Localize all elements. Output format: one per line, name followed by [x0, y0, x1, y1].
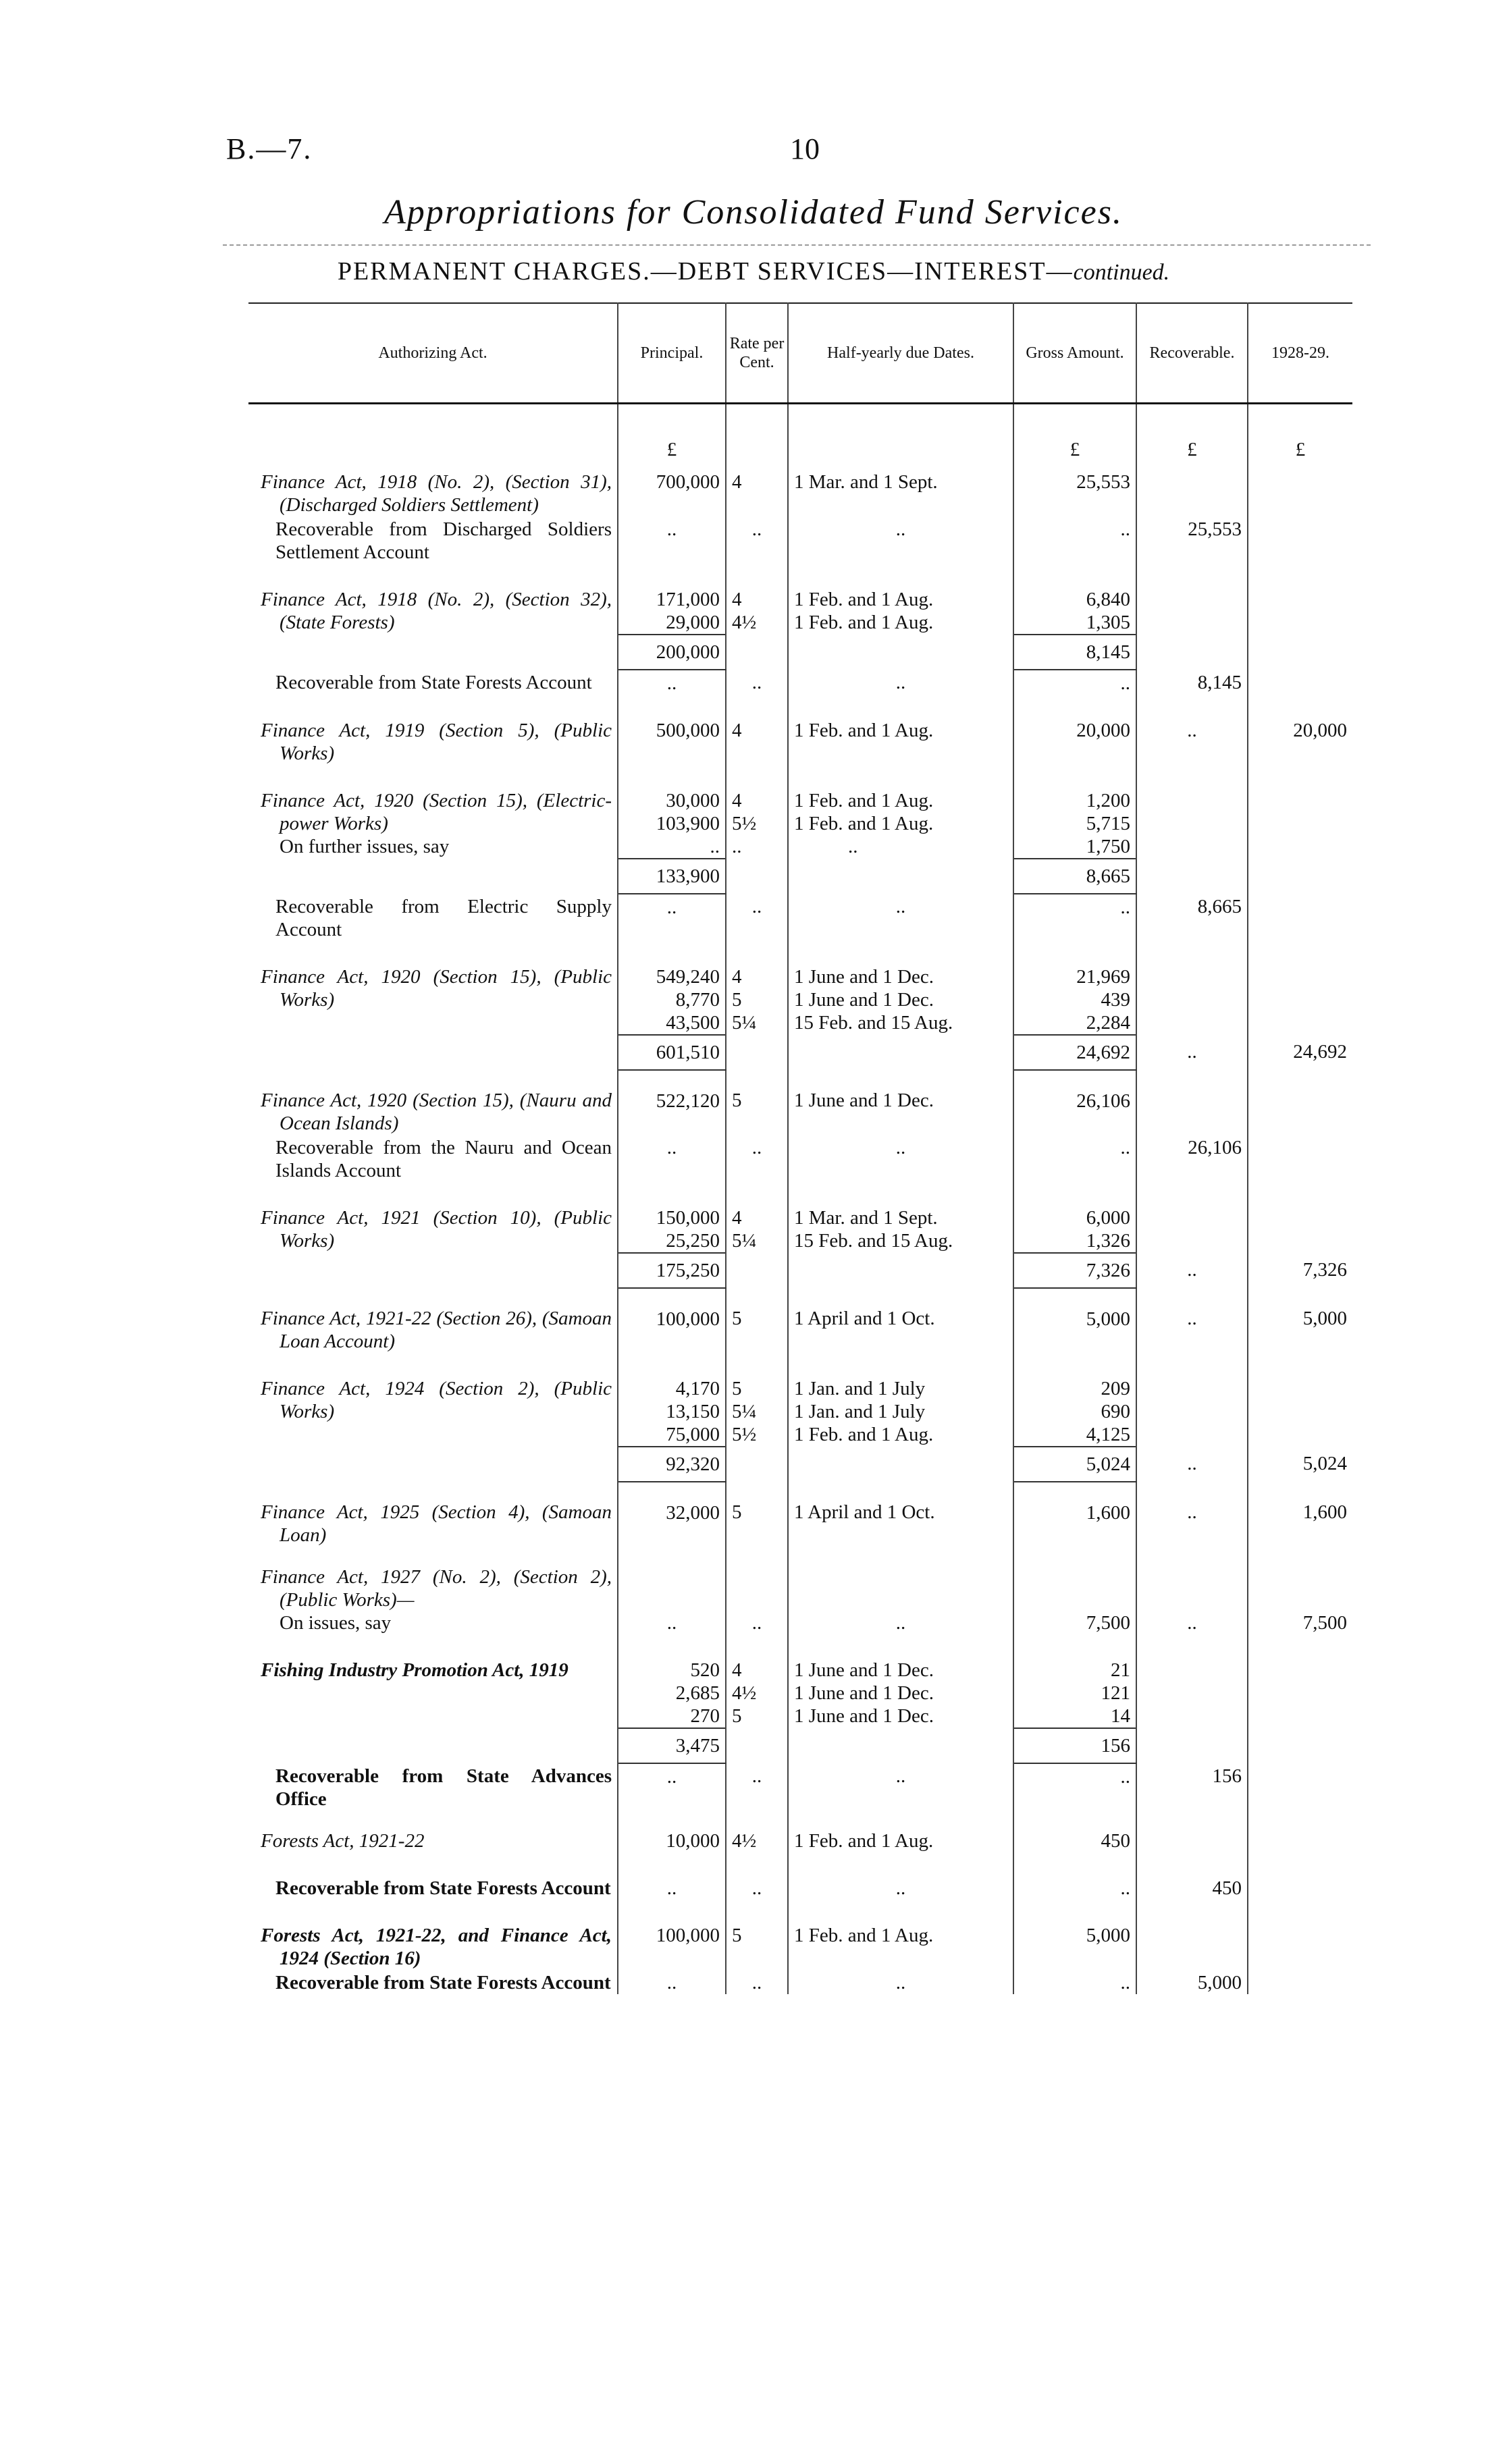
- total-gross: 5,024: [1013, 1447, 1136, 1482]
- table-row-recoverable: [248, 1852, 1352, 1900]
- dots: ..: [726, 1763, 788, 1811]
- recoverable-cell: 8,665: [1136, 894, 1248, 941]
- table-row: [248, 1182, 1352, 1253]
- act-name: Finance Act, 1920 (Section 15), (Nauru and Ocean Islands): [248, 1070, 618, 1135]
- header-year: 1928-29.: [1248, 303, 1352, 403]
- recoverable-label: Recoverable from Discharged Soldiers Settlement Account: [248, 516, 618, 564]
- dots: ..: [1136, 1253, 1248, 1288]
- rate-cell: 5: [726, 1288, 788, 1353]
- dots: ..: [726, 670, 788, 695]
- gross-cell: 5,000: [1013, 1288, 1136, 1353]
- dates-cell: 1 June and 1 Dec.: [788, 1070, 1013, 1135]
- recoverable-label: Recoverable from Electric Supply Account: [248, 894, 618, 941]
- page-subtitle: [0, 257, 1507, 286]
- header-gross: Gross Amount.: [1013, 303, 1136, 403]
- dots: ..: [1136, 1482, 1248, 1547]
- table-row: [248, 1353, 1352, 1447]
- act-name: Finance Act, 1921 (Section 10), (Public Works): [248, 1182, 618, 1253]
- gross-cell: 5,000: [1013, 1900, 1136, 1970]
- table-row: [248, 1900, 1352, 1970]
- act-name: Finance Act, 1920 (Section 15), (Public Works): [248, 941, 618, 1035]
- act-name: Finance Act, 1927 (No. 2), (Section 2), (Public Works)— On issues, say: [248, 1547, 618, 1634]
- dots: ..: [1013, 516, 1136, 564]
- total-principal: 601,510: [618, 1035, 726, 1070]
- dots: ..: [1136, 695, 1248, 765]
- dates-cell: 1 April and 1 Oct.: [788, 1482, 1013, 1547]
- rate-cell: 5: [726, 1070, 788, 1135]
- year-cell: 1,600: [1302, 1501, 1347, 1523]
- principal-cell: 4,170 13,150 75,000: [618, 1353, 726, 1447]
- recoverable-cell: 25,553: [1136, 516, 1248, 564]
- dots: ..: [1013, 1763, 1136, 1811]
- dots: ..: [618, 1970, 726, 1994]
- table-row: [248, 1634, 1352, 1728]
- gross-cell: 450: [1013, 1811, 1136, 1852]
- total-principal: 175,250: [618, 1253, 726, 1288]
- currency-row: [248, 403, 1352, 471]
- principal-cell: 100,000: [618, 1900, 726, 1970]
- act-name: Finance Act, 1924 (Section 2), (Public Works): [248, 1353, 618, 1447]
- dots: ..: [788, 516, 1013, 564]
- dots: ..: [788, 1970, 1013, 1994]
- rate-cell: 4 4½ 5: [726, 1634, 788, 1728]
- act-name: Finance Act, 1919 (Section 5), (Public Works): [248, 695, 618, 765]
- recoverable-cell: 156: [1136, 1763, 1248, 1811]
- recoverable-label: Recoverable from State Forests Account: [248, 670, 618, 695]
- recoverable-label: Recoverable from State Advances Office: [248, 1763, 618, 1811]
- header-principal: Principal.: [618, 303, 726, 403]
- act-name: Finance Act, 1921-22 (Section 26), (Samoan Loan Account): [248, 1288, 618, 1353]
- currency-principal: £: [618, 403, 726, 471]
- rate-cell: 5 5¼ 5½: [726, 1353, 788, 1447]
- dots: ..: [1013, 1852, 1136, 1900]
- year-cell: 7,326: [1302, 1258, 1347, 1281]
- dots: ..: [1136, 1547, 1248, 1634]
- principal-cell: 520 2,685 270: [618, 1634, 726, 1728]
- dots: ..: [1013, 1135, 1136, 1182]
- dots: ..: [1136, 1288, 1248, 1353]
- table-row: [248, 1070, 1352, 1135]
- table-row-total: [248, 859, 1352, 894]
- table-row-recoverable: [248, 670, 1352, 695]
- page-reference: B.—7.: [226, 132, 313, 165]
- table-row: [248, 765, 1352, 859]
- recoverable-label: Recoverable from the Nauru and Ocean Islands Account: [248, 1135, 618, 1182]
- table-row-total: [248, 1728, 1352, 1763]
- act-name: Forests Act, 1921-22, and Finance Act, 1924 (Section 16): [248, 1900, 618, 1970]
- appropriations-table: [248, 302, 1352, 1994]
- gross-cell: 6,840 1,305: [1013, 564, 1136, 635]
- rate-cell: 5: [726, 1482, 788, 1547]
- gross-cell: 20,000: [1013, 695, 1136, 765]
- rate-cell: 5: [726, 1900, 788, 1970]
- dates-cell: 1 Feb. and 1 Aug.: [788, 1811, 1013, 1852]
- dots: ..: [788, 670, 1013, 695]
- dots: ..: [788, 894, 1013, 941]
- dots: ..: [618, 1852, 726, 1900]
- principal-cell: 100,000: [618, 1288, 726, 1353]
- total-gross: 8,145: [1013, 635, 1136, 670]
- principal-cell: 549,240 8,770 43,500: [618, 941, 726, 1035]
- rate-cell: 4½: [726, 1811, 788, 1852]
- rate-cell: 4 5¼: [726, 1182, 788, 1253]
- act-name: Finance Act, 1920 (Section 15), (Electric-power Works) On further issues, say: [248, 765, 618, 859]
- principal-cell: 32,000: [618, 1482, 726, 1547]
- gross-cell: 25,553: [1013, 471, 1136, 516]
- act-name: Finance Act, 1918 (No. 2), (Section 32), (State Forests): [248, 564, 618, 635]
- dots: ..: [726, 516, 788, 564]
- header-dates: Half-yearly due Dates.: [788, 303, 1013, 403]
- rate-cell: 4: [726, 695, 788, 765]
- dots: ..: [1136, 1035, 1248, 1070]
- total-principal: 200,000: [618, 635, 726, 670]
- dots: ..: [1013, 670, 1136, 695]
- rate-cell: ..: [726, 1547, 788, 1634]
- total-principal: 133,900: [618, 859, 726, 894]
- title-rule: [223, 244, 1371, 246]
- dates-cell: 1 Mar. and 1 Sept.: [788, 471, 1013, 516]
- table-row-recoverable: [248, 1970, 1352, 1994]
- total-principal: 92,320: [618, 1447, 726, 1482]
- dots: ..: [618, 670, 726, 695]
- principal-cell: 150,000 25,250: [618, 1182, 726, 1253]
- dates-cell: 1 Jan. and 1 July 1 Jan. and 1 July 1 Feb. and 1 Aug.: [788, 1353, 1013, 1447]
- table-row: [248, 941, 1352, 1035]
- recoverable-cell: 8,145: [1136, 670, 1248, 695]
- principal-cell: 700,000: [618, 471, 726, 516]
- table-row: [248, 471, 1352, 516]
- dates-cell: 1 April and 1 Oct.: [788, 1288, 1013, 1353]
- dates-cell: 1 Feb. and 1 Aug.: [788, 1900, 1013, 1970]
- rate-cell: 4: [726, 471, 788, 516]
- table-row: [248, 695, 1352, 765]
- year-cell: 5,000: [1302, 1307, 1347, 1329]
- dots: ..: [788, 1135, 1013, 1182]
- recoverable-cell: 450: [1136, 1852, 1248, 1900]
- gross-cell: 21 121 14: [1013, 1634, 1136, 1728]
- page-title: Appropriations for Consolidated Fund Services.: [384, 193, 1123, 232]
- dots: ..: [726, 1852, 788, 1900]
- act-name: Forests Act, 1921-22: [248, 1811, 618, 1852]
- principal-cell: 500,000: [618, 695, 726, 765]
- act-name: Finance Act, 1918 (No. 2), (Section 31), (Discharged Soldiers Settlement): [248, 471, 618, 516]
- total-gross: 24,692: [1013, 1035, 1136, 1070]
- dots: ..: [618, 516, 726, 564]
- dots: ..: [788, 1763, 1013, 1811]
- dates-cell: 1 Feb. and 1 Aug. 1 Feb. and 1 Aug.: [788, 564, 1013, 635]
- table-row-total: [248, 1035, 1352, 1070]
- year-cell: 5,024: [1302, 1452, 1347, 1474]
- header-recoverable: Recoverable.: [1136, 303, 1248, 403]
- table-row: [248, 564, 1352, 635]
- table-row-total: [248, 1253, 1352, 1288]
- total-principal: 3,475: [618, 1728, 726, 1763]
- table-row-recoverable: [248, 1135, 1352, 1182]
- act-name: Fishing Industry Promotion Act, 1919: [248, 1634, 618, 1728]
- header-row: [248, 303, 1352, 403]
- gross-cell: 6,000 1,326: [1013, 1182, 1136, 1253]
- principal-cell: 10,000: [618, 1811, 726, 1852]
- gross-cell: 1,200 5,715 1,750: [1013, 765, 1136, 859]
- dots: ..: [726, 1135, 788, 1182]
- subtitle-continued: continued.: [1073, 260, 1170, 285]
- dates-cell: 1 June and 1 Dec. 1 June and 1 Dec. 1 June and 1 Dec.: [788, 1634, 1013, 1728]
- dates-cell: 1 Mar. and 1 Sept. 15 Feb. and 15 Aug.: [788, 1182, 1013, 1253]
- act-name: Finance Act, 1925 (Section 4), (Samoan Loan): [248, 1482, 618, 1547]
- principal-cell: 171,000 29,000: [618, 564, 726, 635]
- dots: ..: [618, 1763, 726, 1811]
- on-issues-label: On issues, say: [280, 1611, 392, 1634]
- further-issues-label: On further issues, say: [280, 835, 450, 857]
- dots: ..: [618, 1135, 726, 1182]
- principal-cell: 522,120: [618, 1070, 726, 1135]
- currency-recoverable: £: [1136, 403, 1248, 471]
- rate-cell: 4 4½: [726, 564, 788, 635]
- recoverable-cell: 5,000: [1136, 1970, 1248, 1994]
- gross-cell: 7,500: [1013, 1547, 1136, 1634]
- table-row: [248, 1547, 1352, 1634]
- dots: ..: [788, 1852, 1013, 1900]
- year-cell: 24,692: [1293, 1040, 1347, 1063]
- table-row-total: [248, 635, 1352, 670]
- total-gross: 8,665: [1013, 859, 1136, 894]
- rate-cell: 4 5 5¼: [726, 941, 788, 1035]
- dates-cell: ..: [788, 1547, 1013, 1634]
- table-row-recoverable: [248, 1763, 1352, 1811]
- recoverable-cell: 26,106: [1136, 1135, 1248, 1182]
- gross-cell: 1,600: [1013, 1482, 1136, 1547]
- table-row: [248, 1288, 1352, 1353]
- table-row-recoverable: [248, 516, 1352, 564]
- table-row: [248, 1811, 1352, 1852]
- subtitle-main: PERMANENT CHARGES.—DEBT SERVICES—INTEREST—: [337, 257, 1074, 286]
- table-row-recoverable: [248, 894, 1352, 941]
- table-row-total: [248, 1447, 1352, 1482]
- gross-cell: 209 690 4,125: [1013, 1353, 1136, 1447]
- dots: ..: [726, 1970, 788, 1994]
- header-rate: Rate per Cent.: [726, 303, 788, 403]
- dots: ..: [726, 894, 788, 941]
- recoverable-label: Recoverable from State Forests Account: [248, 1852, 618, 1900]
- total-gross: 156: [1013, 1728, 1136, 1763]
- principal-cell: 30,000 103,900 ..: [618, 765, 726, 859]
- page-number: 10: [790, 132, 820, 165]
- currency-gross: £: [1013, 403, 1136, 471]
- rate-cell: 4 5½ ..: [726, 765, 788, 859]
- recoverable-label: Recoverable from State Forests Account: [248, 1970, 618, 1994]
- total-gross: 7,326: [1013, 1253, 1136, 1288]
- dates-cell: 1 Feb. and 1 Aug. 1 Feb. and 1 Aug. ..: [788, 765, 1013, 859]
- currency-year: £: [1295, 438, 1306, 460]
- table-row: [248, 1482, 1352, 1547]
- year-cell: 20,000: [1293, 719, 1347, 741]
- dates-cell: 1 June and 1 Dec. 1 June and 1 Dec. 15 Feb. and 15 Aug.: [788, 941, 1013, 1035]
- dots: ..: [1013, 1970, 1136, 1994]
- year-cell: 7,500: [1302, 1611, 1347, 1634]
- header-act: Authorizing Act.: [248, 303, 618, 403]
- dots: ..: [618, 894, 726, 941]
- gross-cell: 21,969 439 2,284: [1013, 941, 1136, 1035]
- principal-cell: ..: [618, 1547, 726, 1634]
- dots: ..: [1013, 894, 1136, 941]
- dots: ..: [1136, 1447, 1248, 1482]
- dates-cell: 1 Feb. and 1 Aug.: [788, 695, 1013, 765]
- gross-cell: 26,106: [1013, 1070, 1136, 1135]
